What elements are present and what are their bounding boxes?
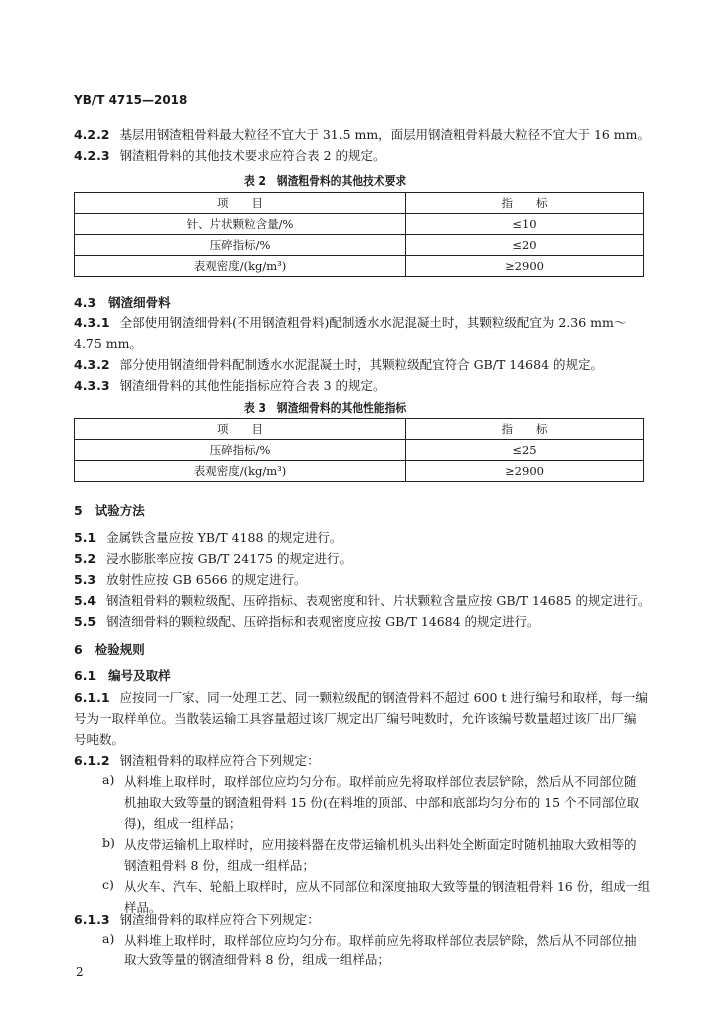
list-item: 取大致等量的钢渣细骨料 8 份，组成一组样品； (124, 952, 390, 967)
clause-4-2-2: 4.2.2 基层用钢渣粗骨料最大粒径不宜大于 31.5 mm，面层用钢渣粗骨料最大粒径不宜大于 16 mm。 (74, 127, 650, 142)
clause-4-3-2: 4.3.2 部分使用钢渣细骨料配制透水水泥混凝土时，其颗粒级配宜符合 GB/T 14684 的规定。 (74, 357, 603, 372)
clause-6-1-2: 6.1.2 钢渣粗骨料的取样应符合下列规定： (74, 753, 320, 768)
clause-4-2-3: 4.2.3 钢渣粗骨料的其他技术要求应符合表 2 的规定。 (74, 148, 386, 163)
list-item: 得)，组成一组样品； (124, 816, 242, 831)
table-row (75, 256, 644, 277)
section-4-3: 4.3 钢渣细骨料 (74, 295, 171, 310)
table2-header-value: 指 标 (406, 193, 644, 214)
list-item-label: a) (102, 931, 115, 946)
list-item: 从火车、汽车、轮船上取样时，应从不同部位和深度抽取大致等量的钢渣粗骨料 16 份，组成一组 (124, 879, 651, 894)
table3-cell: 压碎指标/% (75, 440, 406, 461)
clause-6-1-1: 6.1.1 应按同一厂家、同一处理工艺、同一颗粒级配的钢渣骨料不超过 600 t 进行编号和取样，每一编 (74, 690, 648, 705)
table2-cell: 针、片状颗粒含量/% (75, 214, 406, 235)
section-5: 5 试验方法 (74, 503, 145, 518)
table-2 (74, 192, 644, 277)
table2-caption: 表 2 钢渣粗骨料的其他技术要求 (244, 174, 407, 188)
table-row (75, 214, 644, 235)
table3-caption: 表 3 钢渣细骨料的其他性能指标 (244, 401, 407, 415)
table3-header-item: 项 目 (75, 419, 406, 440)
table2-cell: ≤20 (406, 235, 644, 256)
section-6: 6 检验规则 (74, 642, 145, 657)
clause-5-2: 5.2 浸水膨胀率应按 GB/T 24175 的规定进行。 (74, 551, 353, 566)
clause-4-3-1-cont: 4.75 mm。 (74, 336, 143, 351)
page-number: 2 (76, 965, 84, 979)
clause-5-1: 5.1 金属铁含量应按 YB/T 4188 的规定进行。 (74, 530, 343, 545)
list-item: 从皮带运输机上取样时，应用接料器在皮带运输机机头出料处全断面定时随机抽取大致相等的 (124, 837, 637, 852)
clause-6-1-1-cont2: 号吨数。 (74, 732, 125, 747)
list-item: 从料堆上取样时，取样部位应均匀分布。取样前应先将取样部位表层铲除，然后从不同部位随 (124, 774, 637, 789)
table2-cell: 表观密度/(kg/m³) (75, 256, 406, 277)
clause-6-1-1-cont: 号为一取样单位。当散装运输工具容量超过该厂规定出厂编号吨数时，允许该编号数量超过该厂出厂编 (74, 711, 637, 726)
section-6-1: 6.1 编号及取样 (74, 668, 171, 683)
list-item: 样品。 (124, 900, 162, 915)
table-3 (74, 418, 644, 482)
clause-5-5: 5.5 钢渣细骨料的颗粒级配、压碎指标和表观密度应按 GB/T 14684 的规定进行。 (74, 614, 540, 629)
standard-header: YB/T 4715—2018 (74, 93, 188, 107)
clause-5-3: 5.3 放射性应按 GB 6566 的规定进行。 (74, 572, 307, 587)
table3-header-value: 指 标 (406, 419, 644, 440)
clause-4-3-1: 4.3.1 全部使用钢渣细骨料(不用钢渣粗骨料)配制透水水泥混凝土时，其颗粒级配宜为 2.36 mm～ (74, 315, 627, 330)
list-item: 机抽取大致等量的钢渣粗骨料 15 份(在料堆的顶部、中部和底部均匀分布的 15 个不同部位取 (124, 795, 640, 810)
table3-cell: ≤25 (406, 440, 644, 461)
clause-6-1-3: 6.1.3 钢渣细骨料的取样应符合下列规定： (74, 912, 320, 927)
table2-cell: 压碎指标/% (75, 235, 406, 256)
table-row (75, 461, 644, 482)
list-item-label: a) (102, 772, 115, 787)
list-item-label: c) (102, 877, 114, 892)
table2-cell: ≤10 (406, 214, 644, 235)
table2-cell: ≥2900 (406, 256, 644, 277)
table3-cell: ≥2900 (406, 461, 644, 482)
table-row (75, 235, 644, 256)
list-item-label: b) (102, 835, 115, 850)
table2-header-item: 项 目 (75, 193, 406, 214)
clause-4-3-3: 4.3.3 钢渣细骨料的其他性能指标应符合表 3 的规定。 (74, 378, 386, 393)
clause-5-4: 5.4 钢渣粗骨料的颗粒级配、压碎指标、表观密度和针、片状颗粒含量应按 GB/T 14685 的规定进行。 (74, 593, 651, 608)
list-item: 钢渣粗骨料 8 份，组成一组样品； (124, 858, 315, 873)
list-item: 从料堆上取样时，取样部位应均匀分布。取样前应先将取样部位表层铲除，然后从不同部位抽 (124, 933, 637, 948)
table-row (75, 440, 644, 461)
table3-cell: 表观密度/(kg/m³) (75, 461, 406, 482)
